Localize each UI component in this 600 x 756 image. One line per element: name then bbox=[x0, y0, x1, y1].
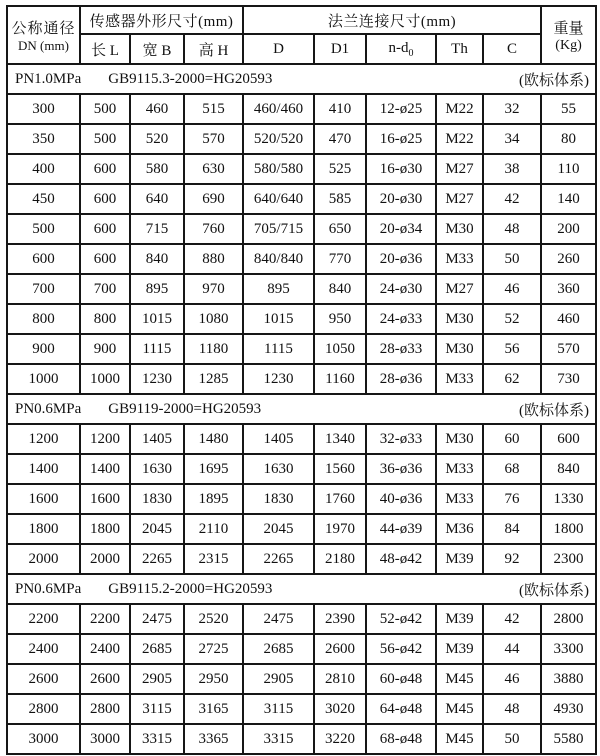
table-cell: 1830 bbox=[130, 484, 184, 514]
table-row bbox=[7, 304, 596, 334]
table-cell: M33 bbox=[436, 364, 483, 394]
table-cell: 460 bbox=[541, 304, 596, 334]
table-cell: 2475 bbox=[243, 604, 314, 634]
standard-code-label: GB9115.3-2000=HG20593 bbox=[108, 70, 273, 87]
header-flange-th: Th bbox=[436, 34, 483, 64]
table-cell: 24-ø33 bbox=[366, 304, 436, 334]
table-cell: 3000 bbox=[7, 724, 80, 754]
table-row bbox=[7, 184, 596, 214]
table-cell: 80 bbox=[541, 124, 596, 154]
table-cell: 410 bbox=[314, 94, 366, 124]
table-cell: M30 bbox=[436, 424, 483, 454]
header-flange-c: C bbox=[483, 34, 541, 64]
table-cell: 36-ø36 bbox=[366, 454, 436, 484]
table-cell: 800 bbox=[7, 304, 80, 334]
table-cell: 1600 bbox=[7, 484, 80, 514]
table-cell: 3220 bbox=[314, 724, 366, 754]
spec-table bbox=[6, 5, 597, 755]
table-header bbox=[7, 6, 596, 64]
table-cell: 1630 bbox=[130, 454, 184, 484]
header-flange-nd0 bbox=[366, 34, 436, 64]
table-cell: 1600 bbox=[80, 484, 130, 514]
table-cell: 1000 bbox=[7, 364, 80, 394]
table-cell: M30 bbox=[436, 304, 483, 334]
table-cell: 16-ø30 bbox=[366, 154, 436, 184]
table-cell: 1760 bbox=[314, 484, 366, 514]
table-cell: 2400 bbox=[7, 634, 80, 664]
table-cell: 1405 bbox=[130, 424, 184, 454]
table-cell: 2800 bbox=[541, 604, 596, 634]
header-nominal-diameter bbox=[7, 6, 80, 64]
table-cell: 2800 bbox=[7, 694, 80, 724]
table-cell: 2810 bbox=[314, 664, 366, 694]
table-cell: 1800 bbox=[7, 514, 80, 544]
table-cell: 900 bbox=[80, 334, 130, 364]
table-row bbox=[7, 484, 596, 514]
table-cell: 1695 bbox=[184, 454, 243, 484]
table-cell: 630 bbox=[184, 154, 243, 184]
table-cell: 600 bbox=[80, 244, 130, 274]
table-cell: 2400 bbox=[80, 634, 130, 664]
table-cell: 500 bbox=[7, 214, 80, 244]
table-cell: 3165 bbox=[184, 694, 243, 724]
header-width-b: 宽 B bbox=[130, 34, 184, 64]
table-cell: 770 bbox=[314, 244, 366, 274]
table-cell: 1285 bbox=[184, 364, 243, 394]
table-row bbox=[7, 454, 596, 484]
table-cell: M39 bbox=[436, 634, 483, 664]
table-cell: M45 bbox=[436, 724, 483, 754]
table-cell: 2000 bbox=[80, 544, 130, 574]
header-sensor-dimensions-group: 传感器外形尺寸(mm) bbox=[80, 6, 243, 34]
table-cell: 12-ø25 bbox=[366, 94, 436, 124]
table-cell: 1400 bbox=[80, 454, 130, 484]
table-cell: 1180 bbox=[184, 334, 243, 364]
table-cell: 110 bbox=[541, 154, 596, 184]
table-cell: 48 bbox=[483, 214, 541, 244]
table-cell: 1015 bbox=[130, 304, 184, 334]
section-header-row bbox=[7, 64, 596, 94]
table-cell: 2600 bbox=[314, 634, 366, 664]
table-cell: 460 bbox=[130, 94, 184, 124]
table-cell: 2390 bbox=[314, 604, 366, 634]
table-cell: 950 bbox=[314, 304, 366, 334]
table-cell: 38 bbox=[483, 154, 541, 184]
table-cell: 60-ø48 bbox=[366, 664, 436, 694]
table-cell: 1340 bbox=[314, 424, 366, 454]
table-cell: 44 bbox=[483, 634, 541, 664]
header-flange-nd0-sub: 0 bbox=[408, 47, 414, 59]
table-cell: 520 bbox=[130, 124, 184, 154]
table-body bbox=[7, 64, 596, 754]
table-cell: 2200 bbox=[80, 604, 130, 634]
section-header-row bbox=[7, 574, 596, 604]
table-cell: 705/715 bbox=[243, 214, 314, 244]
table-cell: 1230 bbox=[243, 364, 314, 394]
standard-code-label: GB9119-2000=HG20593 bbox=[108, 400, 262, 417]
table-cell: 1200 bbox=[80, 424, 130, 454]
table-cell: 470 bbox=[314, 124, 366, 154]
table-cell: 200 bbox=[541, 214, 596, 244]
table-cell: 3000 bbox=[80, 724, 130, 754]
table-cell: 60 bbox=[483, 424, 541, 454]
table-cell: 515 bbox=[184, 94, 243, 124]
table-cell: 2520 bbox=[184, 604, 243, 634]
table-row bbox=[7, 424, 596, 454]
standard-system-note: (欧标体系) bbox=[519, 402, 590, 419]
table-cell: 2600 bbox=[7, 664, 80, 694]
table-cell: 84 bbox=[483, 514, 541, 544]
table-cell: 880 bbox=[184, 244, 243, 274]
table-row bbox=[7, 124, 596, 154]
table-cell: 52 bbox=[483, 304, 541, 334]
table-cell: 640 bbox=[130, 184, 184, 214]
table-cell: 20-ø30 bbox=[366, 184, 436, 214]
table-cell: 2110 bbox=[184, 514, 243, 544]
table-cell: 1970 bbox=[314, 514, 366, 544]
table-cell: 2905 bbox=[243, 664, 314, 694]
table-row bbox=[7, 604, 596, 634]
table-cell: 2800 bbox=[80, 694, 130, 724]
table-cell: 1560 bbox=[314, 454, 366, 484]
table-cell: 570 bbox=[184, 124, 243, 154]
table-cell: 1800 bbox=[541, 514, 596, 544]
table-cell: 2905 bbox=[130, 664, 184, 694]
table-cell: M33 bbox=[436, 484, 483, 514]
table-cell: 50 bbox=[483, 724, 541, 754]
table-cell: M22 bbox=[436, 94, 483, 124]
table-cell: M33 bbox=[436, 454, 483, 484]
section-header-cell bbox=[7, 394, 596, 424]
table-row bbox=[7, 364, 596, 394]
table-cell: 2200 bbox=[7, 604, 80, 634]
table-cell: 28-ø36 bbox=[366, 364, 436, 394]
table-cell: 68-ø48 bbox=[366, 724, 436, 754]
section-header-cell bbox=[7, 574, 596, 604]
header-weight bbox=[541, 6, 596, 64]
table-cell: 570 bbox=[541, 334, 596, 364]
table-cell: 2300 bbox=[541, 544, 596, 574]
table-cell: 600 bbox=[80, 154, 130, 184]
table-cell: 450 bbox=[7, 184, 80, 214]
table-row bbox=[7, 694, 596, 724]
table-cell: 1115 bbox=[130, 334, 184, 364]
section-header-row bbox=[7, 394, 596, 424]
table-cell: 760 bbox=[184, 214, 243, 244]
table-cell: 2475 bbox=[130, 604, 184, 634]
table-cell: M39 bbox=[436, 544, 483, 574]
table-cell: 1080 bbox=[184, 304, 243, 334]
table-cell: M45 bbox=[436, 664, 483, 694]
table-cell: 3880 bbox=[541, 664, 596, 694]
table-cell: M36 bbox=[436, 514, 483, 544]
table-cell: 1115 bbox=[243, 334, 314, 364]
table-cell: 76 bbox=[483, 484, 541, 514]
table-row bbox=[7, 214, 596, 244]
table-cell: 600 bbox=[80, 184, 130, 214]
table-cell: 24-ø30 bbox=[366, 274, 436, 304]
table-cell: 460/460 bbox=[243, 94, 314, 124]
table-cell: 2045 bbox=[243, 514, 314, 544]
table-cell: 1330 bbox=[541, 484, 596, 514]
table-cell: 2725 bbox=[184, 634, 243, 664]
table-cell: 1200 bbox=[7, 424, 80, 454]
table-cell: 3315 bbox=[243, 724, 314, 754]
header-weight-unit: (Kg) bbox=[555, 37, 582, 53]
table-cell: 1895 bbox=[184, 484, 243, 514]
table-cell: 42 bbox=[483, 604, 541, 634]
table-row bbox=[7, 634, 596, 664]
pressure-rating-label: PN0.6MPa bbox=[15, 580, 82, 597]
header-weight-title: 重量 bbox=[553, 20, 584, 37]
table-cell: 1800 bbox=[80, 514, 130, 544]
table-cell: 2265 bbox=[130, 544, 184, 574]
table-cell: 32 bbox=[483, 94, 541, 124]
table-cell: 48 bbox=[483, 694, 541, 724]
table-cell: 1230 bbox=[130, 364, 184, 394]
header-flange-nd0-base: n-d bbox=[388, 39, 409, 56]
table-cell: 3315 bbox=[130, 724, 184, 754]
standard-code-label: GB9115.2-2000=HG20593 bbox=[108, 580, 273, 597]
table-cell: 840 bbox=[314, 274, 366, 304]
table-cell: 580/580 bbox=[243, 154, 314, 184]
table-cell: 4930 bbox=[541, 694, 596, 724]
table-cell: 55 bbox=[541, 94, 596, 124]
table-cell: M27 bbox=[436, 274, 483, 304]
table-cell: 3300 bbox=[541, 634, 596, 664]
table-row bbox=[7, 94, 596, 124]
table-row bbox=[7, 244, 596, 274]
table-cell: M33 bbox=[436, 244, 483, 274]
table-cell: 2180 bbox=[314, 544, 366, 574]
table-cell: 32-ø33 bbox=[366, 424, 436, 454]
table-cell: 400 bbox=[7, 154, 80, 184]
table-cell: 1015 bbox=[243, 304, 314, 334]
table-cell: 840 bbox=[130, 244, 184, 274]
table-cell: 260 bbox=[541, 244, 596, 274]
table-row bbox=[7, 664, 596, 694]
table-cell: 640/640 bbox=[243, 184, 314, 214]
table-cell: 56-ø42 bbox=[366, 634, 436, 664]
table-cell: 2600 bbox=[80, 664, 130, 694]
table-cell: 20-ø36 bbox=[366, 244, 436, 274]
table-cell: 48-ø42 bbox=[366, 544, 436, 574]
table-cell: 3365 bbox=[184, 724, 243, 754]
table-cell: 600 bbox=[80, 214, 130, 244]
table-cell: 16-ø25 bbox=[366, 124, 436, 154]
table-cell: 46 bbox=[483, 664, 541, 694]
table-cell: 1000 bbox=[80, 364, 130, 394]
table-cell: 42 bbox=[483, 184, 541, 214]
table-cell: 360 bbox=[541, 274, 596, 304]
table-cell: 46 bbox=[483, 274, 541, 304]
table-cell: 2950 bbox=[184, 664, 243, 694]
table-cell: 2685 bbox=[130, 634, 184, 664]
table-cell: 585 bbox=[314, 184, 366, 214]
table-cell: 1050 bbox=[314, 334, 366, 364]
table-cell: 5580 bbox=[541, 724, 596, 754]
table-cell: 44-ø39 bbox=[366, 514, 436, 544]
table-cell: 2045 bbox=[130, 514, 184, 544]
table-row bbox=[7, 544, 596, 574]
table-cell: 520/520 bbox=[243, 124, 314, 154]
table-cell: 40-ø36 bbox=[366, 484, 436, 514]
table-cell: 2315 bbox=[184, 544, 243, 574]
table-row bbox=[7, 154, 596, 184]
table-row bbox=[7, 274, 596, 304]
table-cell: 50 bbox=[483, 244, 541, 274]
table-cell: M45 bbox=[436, 694, 483, 724]
table-cell: 2265 bbox=[243, 544, 314, 574]
table-cell: 64-ø48 bbox=[366, 694, 436, 724]
table-cell: 715 bbox=[130, 214, 184, 244]
table-cell: 68 bbox=[483, 454, 541, 484]
table-cell: M30 bbox=[436, 214, 483, 244]
table-cell: 1630 bbox=[243, 454, 314, 484]
table-cell: 1480 bbox=[184, 424, 243, 454]
header-flange-connection-group: 法兰连接尺寸(mm) bbox=[243, 6, 541, 34]
table-cell: 700 bbox=[80, 274, 130, 304]
standard-system-note: (欧标体系) bbox=[519, 72, 590, 89]
table-row bbox=[7, 334, 596, 364]
table-cell: 500 bbox=[80, 124, 130, 154]
table-cell: 28-ø33 bbox=[366, 334, 436, 364]
table-cell: 650 bbox=[314, 214, 366, 244]
pressure-rating-label: PN1.0MPa bbox=[15, 70, 82, 87]
header-flange-d1: D1 bbox=[314, 34, 366, 64]
table-cell: 140 bbox=[541, 184, 596, 214]
table-cell: 1160 bbox=[314, 364, 366, 394]
table-cell: 580 bbox=[130, 154, 184, 184]
header-nominal-diameter-title: 公称通径 bbox=[11, 20, 76, 37]
table-cell: 895 bbox=[130, 274, 184, 304]
header-length-l: 长 L bbox=[80, 34, 130, 64]
table-cell: 525 bbox=[314, 154, 366, 184]
table-cell: M39 bbox=[436, 604, 483, 634]
table-row bbox=[7, 724, 596, 754]
table-cell: 3115 bbox=[130, 694, 184, 724]
table-row bbox=[7, 514, 596, 544]
table-cell: M27 bbox=[436, 154, 483, 184]
header-nominal-diameter-unit: DN (mm) bbox=[18, 37, 69, 53]
table-cell: 900 bbox=[7, 334, 80, 364]
table-cell: M30 bbox=[436, 334, 483, 364]
table-cell: 1400 bbox=[7, 454, 80, 484]
table-cell: 840 bbox=[541, 454, 596, 484]
table-cell: 500 bbox=[80, 94, 130, 124]
header-flange-d: D bbox=[243, 34, 314, 64]
table-cell: 92 bbox=[483, 544, 541, 574]
table-cell: 1405 bbox=[243, 424, 314, 454]
table-cell: 690 bbox=[184, 184, 243, 214]
pressure-rating-label: PN0.6MPa bbox=[15, 400, 82, 417]
table-cell: M27 bbox=[436, 184, 483, 214]
table-cell: 56 bbox=[483, 334, 541, 364]
table-cell: 2000 bbox=[7, 544, 80, 574]
table-cell: 730 bbox=[541, 364, 596, 394]
header-height-h: 高 H bbox=[184, 34, 243, 64]
table-cell: 52-ø42 bbox=[366, 604, 436, 634]
table-cell: 700 bbox=[7, 274, 80, 304]
table-cell: 840/840 bbox=[243, 244, 314, 274]
table-cell: 1830 bbox=[243, 484, 314, 514]
table-cell: 800 bbox=[80, 304, 130, 334]
table-cell: 970 bbox=[184, 274, 243, 304]
table-cell: 2685 bbox=[243, 634, 314, 664]
table-cell: 3020 bbox=[314, 694, 366, 724]
section-header-cell bbox=[7, 64, 596, 94]
table-cell: M22 bbox=[436, 124, 483, 154]
table-cell: 300 bbox=[7, 94, 80, 124]
table-cell: 3115 bbox=[243, 694, 314, 724]
table-cell: 34 bbox=[483, 124, 541, 154]
table-cell: 600 bbox=[7, 244, 80, 274]
table-cell: 895 bbox=[243, 274, 314, 304]
table-cell: 350 bbox=[7, 124, 80, 154]
table-cell: 20-ø34 bbox=[366, 214, 436, 244]
table-cell: 600 bbox=[541, 424, 596, 454]
table-cell: 62 bbox=[483, 364, 541, 394]
standard-system-note: (欧标体系) bbox=[519, 582, 590, 599]
